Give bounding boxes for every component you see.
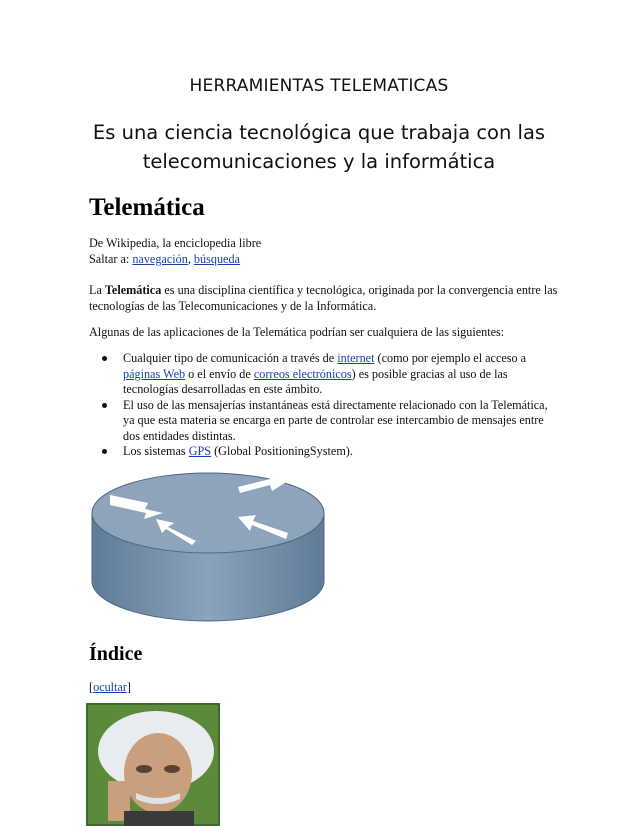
bracket-open: [	[89, 680, 94, 694]
document-subtitle	[70, 118, 568, 176]
jump-separator: ,	[187, 252, 191, 266]
applications-intro: Algunas de las aplicaciones de la Telemática podrían ser cualquiera de las siguientes:	[89, 325, 505, 339]
list-item-text: (Global PositioningSystem).	[214, 444, 353, 458]
subtitle-line-2: telecomunicaciones y la informática	[142, 150, 496, 173]
web-pages-link[interactable]: páginas Web	[123, 366, 186, 381]
gps-link[interactable]: GPS	[188, 444, 212, 458]
source-line: De Wikipedia, la enciclopedia libre	[89, 236, 262, 250]
jump-label: Saltar a:	[89, 252, 130, 266]
intro-paragraph	[89, 283, 559, 314]
navigation-link[interactable]: navegación	[132, 252, 188, 266]
list-item	[89, 351, 559, 398]
hide-toggle	[89, 680, 131, 695]
bullet-icon	[102, 356, 107, 361]
intro-rest: es una disciplina científica y tecnológica, originada por la convergencia entre las tecnologías de las Telecomunicaciones y de la Informática.	[89, 283, 558, 313]
list-item-text: ) es posible gracias al uso de las tecnologías desarrolladas en este ámbito.	[123, 366, 508, 396]
jump-links	[89, 252, 559, 268]
article-title: Telemática	[89, 194, 205, 221]
document-heading: HERRAMIENTAS TELEMATICAS	[189, 76, 449, 96]
list-item	[89, 398, 559, 445]
list-item-text: o el envío de	[188, 366, 251, 381]
subtitle-line-1: Es una ciencia tecnológica que trabaja con las	[92, 121, 546, 144]
intro-prefix: La	[89, 283, 102, 297]
list-item-text: El uso de las mensajerías instantáneas está directamente relacionado con la Telemática, ya que esta materia se encarga en parte de controlar ese intercambio de mensajes entre dos entidades distintas.	[123, 397, 548, 443]
list-item-text: Los sistemas	[123, 444, 186, 458]
email-link[interactable]: correos electrónicos	[253, 366, 352, 381]
bullet-icon	[102, 403, 107, 408]
intro-bold-term: Telemática	[104, 283, 162, 297]
bracket-close: ]	[126, 680, 131, 694]
list-item-text: (como por ejemplo el acceso a	[377, 351, 527, 365]
bullet-icon	[102, 449, 107, 454]
list-item	[89, 444, 559, 460]
index-heading: Índice	[89, 643, 143, 665]
hide-link[interactable]: ocultar	[93, 680, 127, 694]
internet-link[interactable]: internet	[337, 351, 375, 365]
router-icon	[88, 469, 328, 629]
einstein-portrait-photo	[86, 703, 220, 826]
list-item-text: Cualquier tipo de comunicación a través de	[123, 351, 335, 365]
search-link[interactable]: búsqueda	[193, 252, 240, 266]
applications-list	[89, 351, 559, 460]
